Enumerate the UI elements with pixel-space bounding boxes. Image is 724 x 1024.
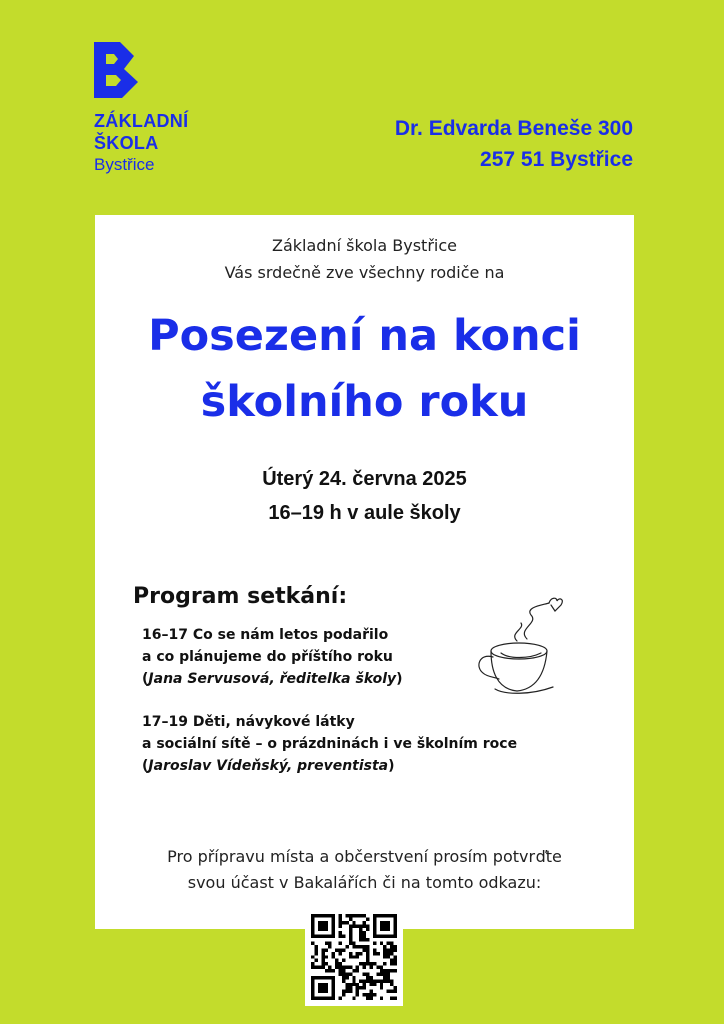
rsvp-note-line1: Pro přípravu místa a občerstvení prosím potvrďte	[167, 847, 562, 866]
rsvp-note-line2: svou účast v Bakalářích či na tomto odkazu:	[187, 873, 542, 892]
paren-open: (	[142, 758, 149, 774]
paren-close: )	[396, 671, 403, 687]
speaker-name: Jana Servusová, ředitelka školy	[148, 671, 397, 687]
event-date: Úterý 24. června 2025	[262, 468, 467, 490]
program-item	[142, 711, 582, 777]
event-time-place: 16–19 h v aule školy	[268, 502, 461, 524]
event-title-line2: školního roku	[200, 377, 529, 427]
school-name-town: Bystřice	[94, 155, 155, 174]
qr-code-icon	[311, 914, 397, 1000]
school-name-line2: ŠKOLA	[94, 133, 159, 153]
school-name	[94, 110, 188, 176]
intro-line2: Vás srdečně zve všechny rodiče na	[224, 263, 505, 282]
program-item-line1: 16–17 Co se nám letos podařilo	[142, 627, 389, 643]
event-title	[95, 303, 634, 435]
paren-open: (	[142, 671, 149, 687]
school-address	[395, 113, 633, 175]
invitation-card	[95, 215, 634, 929]
address-street: Dr. Edvarda Beneše 300	[394, 117, 633, 140]
coffee-cup-icon	[465, 593, 577, 703]
paren-close: )	[388, 758, 395, 774]
rsvp-note	[95, 844, 634, 896]
school-name-line1: ZÁKLADNÍ	[94, 111, 189, 131]
program-item-line2: a sociální sítě – o prázdninách i ve školním roce	[142, 736, 518, 752]
program-heading: Program setkání:	[133, 584, 348, 609]
intro-text	[95, 232, 634, 286]
program-item-speaker	[142, 755, 582, 777]
school-logo-icon	[94, 42, 138, 98]
speaker-name: Jaroslav Vídeňský, preventista	[148, 758, 389, 774]
intro-line1: Základní škola Bystřice	[272, 236, 457, 255]
qr-code-link[interactable]	[305, 908, 403, 1006]
program-item-line1: 17–19 Děti, návykové látky	[142, 714, 355, 730]
program-item-line2: a co plánujeme do příštího roku	[142, 649, 393, 665]
address-city: 257 51 Bystřice	[480, 148, 633, 171]
event-title-line1: Posezení na konci	[148, 311, 581, 361]
event-datetime	[95, 462, 634, 530]
